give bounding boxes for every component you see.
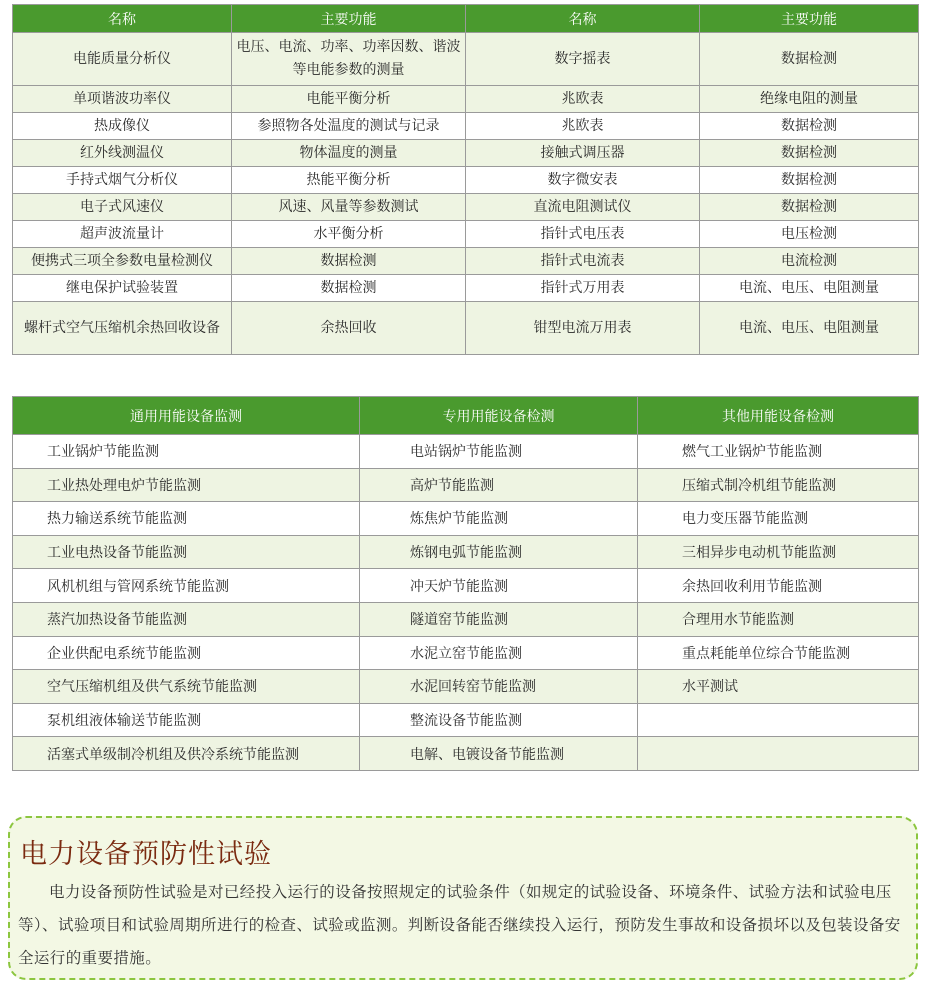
cell: 工业电热设备节能监测 bbox=[13, 535, 360, 569]
cell: 红外线测温仪 bbox=[13, 140, 232, 167]
cell: 电解、电镀设备节能监测 bbox=[360, 737, 638, 771]
cell: 数据检测 bbox=[232, 275, 466, 302]
cell: 绝缘电阻的测量 bbox=[700, 86, 919, 113]
cell: 三相异步电动机节能监测 bbox=[638, 535, 919, 569]
cell: 数字微安表 bbox=[466, 167, 700, 194]
cell: 活塞式单级制冷机组及供冷系统节能监测 bbox=[13, 737, 360, 771]
header-function-2: 主要功能 bbox=[700, 5, 919, 33]
header-function-1: 主要功能 bbox=[232, 5, 466, 33]
table-row bbox=[13, 275, 919, 302]
cell: 数据检测 bbox=[700, 167, 919, 194]
cell: 隧道窑节能监测 bbox=[360, 602, 638, 636]
cell: 水平衡分析 bbox=[232, 221, 466, 248]
cell: 风机机组与管网系统节能监测 bbox=[13, 569, 360, 603]
table-row bbox=[13, 86, 919, 113]
cell: 电压检测 bbox=[700, 221, 919, 248]
table-row bbox=[13, 636, 919, 670]
cell: 电能质量分析仪 bbox=[13, 33, 232, 86]
table-row bbox=[13, 113, 919, 140]
cell: 合理用水节能监测 bbox=[638, 602, 919, 636]
cell: 指针式电压表 bbox=[466, 221, 700, 248]
cell: 风速、风量等参数测试 bbox=[232, 194, 466, 221]
cell: 热力输送系统节能监测 bbox=[13, 502, 360, 536]
cell: 兆欧表 bbox=[466, 113, 700, 140]
table-row bbox=[13, 737, 919, 771]
cell: 整流设备节能监测 bbox=[360, 703, 638, 737]
instrument-table bbox=[12, 4, 919, 355]
table-row bbox=[13, 140, 919, 167]
header-name-2: 名称 bbox=[466, 5, 700, 33]
section-title: 电力设备预防性试验 bbox=[20, 839, 272, 870]
cell: 物体温度的测量 bbox=[232, 140, 466, 167]
table-header-row bbox=[13, 5, 919, 33]
header-name-1: 名称 bbox=[13, 5, 232, 33]
cell: 电站锅炉节能监测 bbox=[360, 435, 638, 469]
cell: 水泥回转窑节能监测 bbox=[360, 670, 638, 704]
cell: 数据检测 bbox=[700, 140, 919, 167]
section-body: 电力设备预防性试验是对已经投入运行的设备按照规定的试验条件（如规定的试验设备、环境条件、试验方法和试验电压等）、试验项目和试验周期所进行的检查、试验或监测。判断设备能否继续投入运行，预防发生事故和设备损坏以及包装设备安全运行的重要措施。 bbox=[18, 883, 901, 967]
cell: 压缩式制冷机组节能监测 bbox=[638, 468, 919, 502]
cell: 直流电阻测试仪 bbox=[466, 194, 700, 221]
cell: 电子式风速仪 bbox=[13, 194, 232, 221]
table-row bbox=[13, 221, 919, 248]
cell: 接触式调压器 bbox=[466, 140, 700, 167]
table-row bbox=[13, 33, 919, 86]
cell: 电流、电压、电阻测量 bbox=[700, 275, 919, 302]
table-row bbox=[13, 703, 919, 737]
table-row bbox=[13, 602, 919, 636]
table-row bbox=[13, 435, 919, 469]
header-other: 其他用能设备检测 bbox=[638, 397, 919, 435]
cell bbox=[638, 737, 919, 771]
cell: 数据检测 bbox=[700, 194, 919, 221]
header-general: 通用用能设备监测 bbox=[13, 397, 360, 435]
cell: 热能平衡分析 bbox=[232, 167, 466, 194]
cell: 工业热处理电炉节能监测 bbox=[13, 468, 360, 502]
cell: 重点耗能单位综合节能监测 bbox=[638, 636, 919, 670]
cell: 电流、电压、电阻测量 bbox=[700, 302, 919, 355]
cell: 便携式三项全参数电量检测仪 bbox=[13, 248, 232, 275]
cell: 电力变压器节能监测 bbox=[638, 502, 919, 536]
cell: 手持式烟气分析仪 bbox=[13, 167, 232, 194]
cell: 电流检测 bbox=[700, 248, 919, 275]
cell: 热成像仪 bbox=[13, 113, 232, 140]
cell: 电压、电流、功率、功率因数、谐波等电能参数的测量 bbox=[232, 33, 466, 86]
cell: 数据检测 bbox=[232, 248, 466, 275]
cell: 泵机组液体输送节能监测 bbox=[13, 703, 360, 737]
table-row bbox=[13, 468, 919, 502]
cell: 螺杆式空气压缩机余热回收设备 bbox=[13, 302, 232, 355]
cell: 企业供配电系统节能监测 bbox=[13, 636, 360, 670]
cell: 指针式万用表 bbox=[466, 275, 700, 302]
cell: 数字摇表 bbox=[466, 33, 700, 86]
cell: 水平测试 bbox=[638, 670, 919, 704]
cell: 数据检测 bbox=[700, 113, 919, 140]
table-row bbox=[13, 502, 919, 536]
preventive-test-box bbox=[8, 816, 918, 980]
table-row bbox=[13, 194, 919, 221]
cell: 兆欧表 bbox=[466, 86, 700, 113]
monitoring-table bbox=[12, 396, 919, 771]
cell: 高炉节能监测 bbox=[360, 468, 638, 502]
table-row bbox=[13, 248, 919, 275]
cell: 指针式电流表 bbox=[466, 248, 700, 275]
cell: 冲天炉节能监测 bbox=[360, 569, 638, 603]
table-row bbox=[13, 535, 919, 569]
cell: 炼钢电弧节能监测 bbox=[360, 535, 638, 569]
table-row bbox=[13, 569, 919, 603]
table-row bbox=[13, 167, 919, 194]
cell: 超声波流量计 bbox=[13, 221, 232, 248]
cell: 参照物各处温度的测试与记录 bbox=[232, 113, 466, 140]
cell: 钳型电流万用表 bbox=[466, 302, 700, 355]
cell: 蒸汽加热设备节能监测 bbox=[13, 602, 360, 636]
cell: 数据检测 bbox=[700, 33, 919, 86]
cell: 燃气工业锅炉节能监测 bbox=[638, 435, 919, 469]
cell: 余热回收 bbox=[232, 302, 466, 355]
header-special: 专用用能设备检测 bbox=[360, 397, 638, 435]
cell: 空气压缩机组及供气系统节能监测 bbox=[13, 670, 360, 704]
cell: 继电保护试验装置 bbox=[13, 275, 232, 302]
cell: 单项谐波功率仪 bbox=[13, 86, 232, 113]
cell bbox=[638, 703, 919, 737]
cell: 余热回收利用节能监测 bbox=[638, 569, 919, 603]
table-row bbox=[13, 670, 919, 704]
cell: 电能平衡分析 bbox=[232, 86, 466, 113]
cell: 水泥立窑节能监测 bbox=[360, 636, 638, 670]
cell: 工业锅炉节能监测 bbox=[13, 435, 360, 469]
cell: 炼焦炉节能监测 bbox=[360, 502, 638, 536]
table-header-row bbox=[13, 397, 919, 435]
table-row bbox=[13, 302, 919, 355]
